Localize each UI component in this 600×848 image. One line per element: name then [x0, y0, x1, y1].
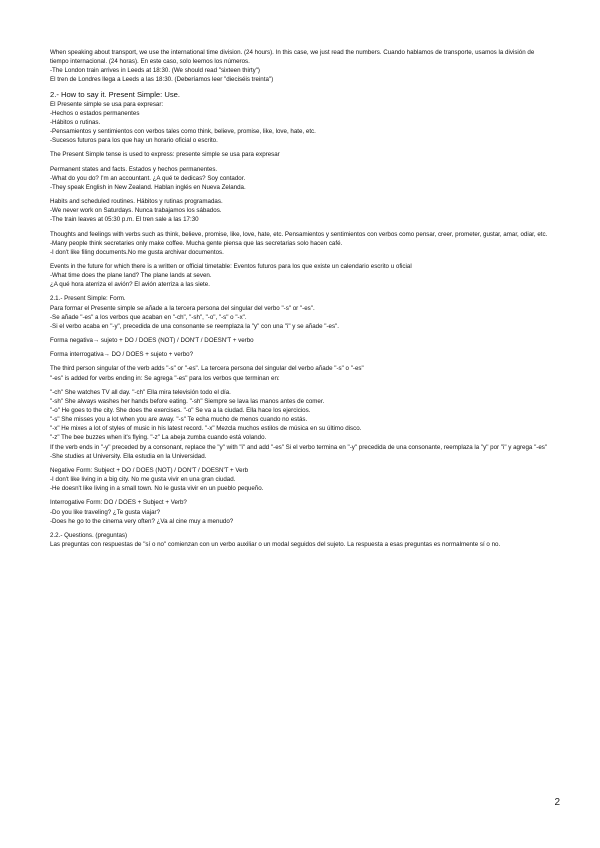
text-line: -I don't like filing documents.No me gusta archivar documentos.: [50, 248, 224, 256]
text-line: When speaking about transport, we use the international time division. (24 hours). In this case, we just read the numbers. Cuando hablamos de transporte, usamos la división de tiempo internacional. (24 horas). En este caso, solo leemos los números.: [50, 49, 535, 66]
text-line: Events in the future for which there is a written or official timetable: Eventos futuros para los que existe un calendario escrito u oficial: [50, 262, 412, 270]
text-line: "-s" She misses you a lot when you are away. "-s" Te echa mucho de menos cuando no estás.: [50, 416, 308, 424]
text-line: "-z" The bee buzzes when it's flying. "-z" La abeja zumba cuando está volando.: [50, 434, 267, 442]
paragraph-block: [50, 364, 550, 382]
paragraph-block: [50, 165, 550, 192]
text-line: -She studies at University. Ella estudia en la Universidad.: [50, 452, 207, 460]
text-line: The Present Simple tense is used to express: presente simple se usa para expresar: [50, 151, 280, 159]
text-line: -He doesn't like living in a small town. No le gusta vivir en un pueblo pequeño.: [50, 485, 264, 493]
paragraph-block: [50, 197, 550, 224]
text-line: -What do you do? I'm an accountant. ¿A qué te dedicas? Soy contador.: [50, 174, 246, 182]
text-line: "-x" He mixes a lot of styles of music in his latest record. "-x" Mezcla muchos estilos de música en su último disco.: [50, 425, 362, 433]
text-line: -They speak English in New Zealand. Hablan inglés en Nueva Zelanda.: [50, 183, 246, 191]
text-line: El tren de Londres llega a Leeds a las 18:30. (Deberíamos leer "dieciséis treinta"): [50, 76, 274, 84]
text-line: -Si el verbo acaba en "-y", precedida de una consonante se reemplaza la "y" con una "i" y se añade "-es".: [50, 322, 339, 330]
paragraph-block: [50, 150, 550, 159]
text-line: -Hábitos o rutinas.: [50, 118, 101, 126]
text-line: "-sh" She always washes her hands before eating. "-sh" Siempre se lava las manos antes de comer.: [50, 397, 325, 405]
text-line: -Se añade "-es" a los verbos que acaban en "-ch", "-sh", "-o", "-s" o "-x".: [50, 313, 247, 321]
text-line: Para formar el Presente simple se añade a la tercera persona del singular del verbo "-s" or "-es".: [50, 304, 315, 312]
text-line: ¿A qué hora aterriza el avión? El avión aterriza a las siete.: [50, 281, 210, 289]
text-line: Forma interrogativa→ DO / DOES + sujeto + verbo?: [50, 351, 194, 359]
paragraph-block: [50, 230, 550, 257]
document-body: [50, 48, 550, 549]
section-heading: 2.- How to say it. Present Simple: Use.: [50, 89, 180, 99]
text-line: -The train leaves at 05:30 p.m. El tren sale a las 17:30: [50, 216, 199, 224]
text-line: -What time does the plane land? The plane lands at seven.: [50, 272, 212, 280]
page-number: 2: [554, 797, 560, 808]
paragraph-block: [50, 388, 550, 461]
text-line: -I don't like living in a big city. No me gusta vivir en una gran ciudad.: [50, 476, 236, 484]
text-line: -Pensamientos y sentimientos con verbos tales como think, believe, promise, like, love, hate, etc.: [50, 128, 316, 136]
paragraph-block: [50, 90, 550, 146]
paragraph-block: [50, 531, 550, 549]
text-line: -Hechos o estados permanentes: [50, 109, 140, 117]
text-line: Las preguntas con respuestas de "sí o no" comienzan con un verbo auxiliar o un modal seguidos del sujeto. La respuesta a esas preguntas es normalmente sí o no.: [50, 541, 501, 549]
text-line: Interrogative Form: DO / DOES + Subject + Verb?: [50, 499, 187, 507]
text-line: Habits and scheduled routines. Hábitos y rutinas programadas.: [50, 198, 223, 206]
paragraph-block: [50, 294, 550, 331]
text-line: Negative Form: Subject + DO / DOES (NOT) / DON'T / DOESN'T + Verb: [50, 466, 249, 474]
text-line: If the verb ends in "-y" preceded by a consonant, replace the "y" with "i" and add "-es" Si el verbo termina en "-y" precedida de una consonante, reemplaza la "y" por "i" y agrega "-es": [50, 443, 548, 451]
paragraph-block: [50, 466, 550, 493]
paragraph-block: [50, 336, 550, 345]
text-line: -We never work on Saturdays. Nunca trabajamos los sábados.: [50, 207, 222, 215]
paragraph-block: [50, 48, 550, 85]
paragraph-block: [50, 498, 550, 525]
paragraph-block: [50, 262, 550, 289]
text-line: Thoughts and feelings with verbs such as think, believe, promise, like, love, hate, etc. Pensamientos y sentimientos con verbos como pensar, creer, prometer, gustar, amar, odiar, etc.: [50, 230, 548, 238]
text-line: -Many people think secretaries only make coffee. Mucha gente piensa que las secretarias solo hacen café.: [50, 239, 343, 247]
text-line: 2.1.- Present Simple: Form.: [50, 295, 126, 303]
text-line: -Does he go to the cinema very often? ¿Va al cine muy a menudo?: [50, 517, 234, 525]
text-line: Permanent states and facts. Estados y hechos permanentes.: [50, 165, 218, 173]
text-line: 2.2.- Questions. (preguntas): [50, 531, 128, 539]
text-line: -Do you like traveling? ¿Te gusta viajar?: [50, 508, 161, 516]
paragraph-block: [50, 350, 550, 359]
text-line: "-o" He goes to the city. She does the exercises. "-o" Se va a la ciudad. Ella hace los ejercicios.: [50, 407, 311, 414]
text-line: -The London train arrives in Leeds at 18:30. (We should read "sixteen thirty"): [50, 67, 260, 75]
text-line: El Presente simple se usa para expresar:: [50, 100, 164, 108]
text-line: "-es" is added for verbs ending in: Se agrega "-es" para los verbos que terminan en:: [50, 374, 280, 382]
text-line: The third person singular of the verb adds "-s" or "-es". La tercera persona del singular del verbo añade "-s" o "-es": [50, 365, 364, 373]
text-line: Forma negativa→ sujeto + DO / DOES (NOT) / DON'T / DOESN'T + verbo: [50, 337, 254, 345]
text-line: -Sucesos futuros para los que hay un horario oficial o escrito.: [50, 137, 218, 145]
text-line: "-ch" She watches TV all day. "-ch" Ella mira televisión todo el día.: [50, 388, 231, 396]
